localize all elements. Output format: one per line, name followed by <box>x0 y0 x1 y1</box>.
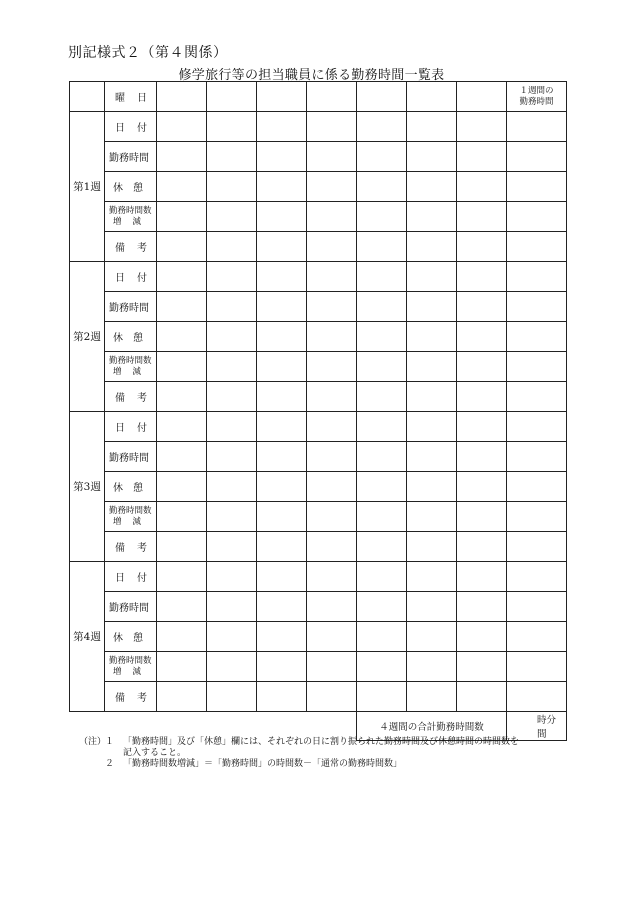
entry-cell[interactable] <box>207 382 257 412</box>
entry-cell[interactable] <box>157 382 207 412</box>
entry-cell[interactable] <box>507 232 567 262</box>
entry-cell[interactable] <box>357 472 407 502</box>
entry-cell[interactable] <box>507 532 567 562</box>
entry-cell[interactable] <box>507 142 567 172</box>
week-row <box>70 352 567 382</box>
entry-cell[interactable] <box>307 502 357 532</box>
entry-cell[interactable] <box>157 292 207 322</box>
notes <box>79 737 563 770</box>
minutes-unit: 分 <box>546 715 557 726</box>
entry-cell[interactable] <box>207 532 257 562</box>
note-text: 「勤務時間」及び「休憩」欄には、それぞれの日に割り振られた勤務時間及び休憩時間の時間数を <box>123 737 520 747</box>
entry-cell[interactable] <box>507 382 567 412</box>
header-day-cell[interactable] <box>357 82 407 112</box>
week-row <box>70 172 567 202</box>
row-label-date: 日 付 <box>105 562 157 592</box>
entry-cell[interactable] <box>257 202 307 232</box>
entry-cell[interactable] <box>307 142 357 172</box>
entry-cell[interactable] <box>307 112 357 142</box>
week-row <box>70 112 567 142</box>
entry-cell[interactable] <box>157 442 207 472</box>
entry-cell[interactable] <box>207 502 257 532</box>
entry-cell[interactable] <box>307 232 357 262</box>
entry-cell[interactable] <box>307 292 357 322</box>
entry-cell[interactable] <box>357 352 407 382</box>
entry-cell[interactable] <box>457 262 507 292</box>
entry-cell[interactable] <box>357 262 407 292</box>
entry-cell[interactable] <box>307 172 357 202</box>
entry-cell[interactable] <box>157 532 207 562</box>
entry-cell[interactable] <box>507 472 567 502</box>
entry-cell[interactable] <box>157 472 207 502</box>
entry-cell[interactable] <box>157 652 207 682</box>
week-row <box>70 292 567 322</box>
entry-cell[interactable] <box>257 382 307 412</box>
entry-cell[interactable] <box>257 532 307 562</box>
entry-cell[interactable] <box>207 472 257 502</box>
entry-cell[interactable] <box>507 202 567 232</box>
entry-cell[interactable] <box>157 172 207 202</box>
week-row <box>70 562 567 592</box>
entry-cell[interactable] <box>257 172 307 202</box>
entry-cell[interactable] <box>457 292 507 322</box>
entry-cell[interactable] <box>207 652 257 682</box>
entry-cell[interactable] <box>157 142 207 172</box>
row-label-date: 日 付 <box>105 262 157 292</box>
entry-cell[interactable] <box>457 232 507 262</box>
entry-cell[interactable] <box>307 262 357 292</box>
entry-cell[interactable] <box>307 412 357 442</box>
week-label: 第2週 <box>70 262 105 412</box>
entry-cell[interactable] <box>307 532 357 562</box>
header-day-of-week: 曜 日 <box>105 82 157 112</box>
row-label-hours-adjustment: 勤務時間数 増 減 <box>105 202 157 232</box>
row-label-work-hours: 勤務時間 <box>105 142 157 172</box>
entry-cell[interactable] <box>257 502 307 532</box>
week-row <box>70 262 567 292</box>
entry-cell[interactable] <box>357 592 407 622</box>
entry-cell[interactable] <box>257 232 307 262</box>
entry-cell[interactable] <box>307 352 357 382</box>
entry-cell[interactable] <box>407 202 457 232</box>
entry-cell[interactable] <box>307 472 357 502</box>
entry-cell[interactable] <box>357 412 407 442</box>
entry-cell[interactable] <box>507 172 567 202</box>
entry-cell[interactable] <box>207 352 257 382</box>
entry-cell[interactable] <box>257 112 307 142</box>
week-row <box>70 142 567 172</box>
row-label-hours-adjustment: 勤務時間数 増 減 <box>105 352 157 382</box>
row-label-hours-adjustment: 勤務時間数 増 減 <box>105 652 157 682</box>
entry-cell[interactable] <box>457 622 507 652</box>
entry-cell[interactable] <box>357 202 407 232</box>
entry-cell[interactable] <box>357 142 407 172</box>
week-row <box>70 472 567 502</box>
entry-cell[interactable] <box>207 442 257 472</box>
entry-cell[interactable] <box>357 502 407 532</box>
entry-cell[interactable] <box>457 682 507 712</box>
entry-cell[interactable] <box>407 682 457 712</box>
entry-cell[interactable] <box>407 562 457 592</box>
entry-cell[interactable] <box>357 112 407 142</box>
entry-cell[interactable] <box>157 202 207 232</box>
entry-cell[interactable] <box>407 112 457 142</box>
entry-cell[interactable] <box>207 202 257 232</box>
entry-cell[interactable] <box>307 322 357 352</box>
header-day-cell[interactable] <box>207 82 257 112</box>
entry-cell[interactable] <box>407 592 457 622</box>
row-label-remarks: 備 考 <box>105 382 157 412</box>
row-label-work-hours: 勤務時間 <box>105 592 157 622</box>
entry-cell[interactable] <box>507 622 567 652</box>
row-label-remarks: 備 考 <box>105 232 157 262</box>
entry-cell[interactable] <box>457 502 507 532</box>
entry-cell[interactable] <box>407 412 457 442</box>
entry-cell[interactable] <box>157 352 207 382</box>
entry-cell[interactable] <box>207 412 257 442</box>
week-row <box>70 532 567 562</box>
entry-cell[interactable] <box>507 412 567 442</box>
note-continuation <box>79 748 563 759</box>
week-row <box>70 622 567 652</box>
entry-cell[interactable] <box>157 502 207 532</box>
entry-cell[interactable] <box>157 592 207 622</box>
entry-cell[interactable] <box>457 472 507 502</box>
entry-cell[interactable] <box>207 232 257 262</box>
document-title: 修学旅行等の担当職員に係る勤務時間一覧表 <box>178 68 445 83</box>
entry-cell[interactable] <box>257 562 307 592</box>
entry-cell[interactable] <box>257 472 307 502</box>
entry-cell[interactable] <box>507 322 567 352</box>
form-label: 別記様式２（第４関係） <box>68 45 228 61</box>
week-row <box>70 682 567 712</box>
entry-cell[interactable] <box>407 622 457 652</box>
header-day-cell[interactable] <box>157 82 207 112</box>
entry-cell[interactable] <box>407 532 457 562</box>
total-hours-label: ４週間の合計勤務時間数 <box>357 712 507 741</box>
entry-cell[interactable] <box>407 352 457 382</box>
entry-cell[interactable] <box>207 592 257 622</box>
header-weekly-total: １週間の 勤務時間 <box>507 82 567 112</box>
entry-cell[interactable] <box>507 502 567 532</box>
entry-cell[interactable] <box>257 262 307 292</box>
note-item <box>79 759 563 770</box>
entry-cell[interactable] <box>457 112 507 142</box>
entry-cell[interactable] <box>457 532 507 562</box>
entry-cell[interactable] <box>457 142 507 172</box>
entry-cell[interactable] <box>457 322 507 352</box>
row-label-rest: 休 憩 <box>105 472 157 502</box>
entry-cell[interactable] <box>507 652 567 682</box>
entry-cell[interactable] <box>257 292 307 322</box>
entry-cell[interactable] <box>507 442 567 472</box>
entry-cell[interactable] <box>457 562 507 592</box>
row-label-remarks: 備 考 <box>105 532 157 562</box>
week-row <box>70 202 567 232</box>
entry-cell[interactable] <box>507 292 567 322</box>
entry-cell[interactable] <box>407 262 457 292</box>
entry-cell[interactable] <box>207 172 257 202</box>
entry-cell[interactable] <box>157 682 207 712</box>
entry-cell[interactable] <box>157 232 207 262</box>
entry-cell[interactable] <box>507 112 567 142</box>
week-row <box>70 232 567 262</box>
entry-cell[interactable] <box>507 562 567 592</box>
note-item <box>79 737 563 748</box>
row-label-remarks: 備 考 <box>105 682 157 712</box>
row-label-date: 日 付 <box>105 412 157 442</box>
entry-cell[interactable] <box>307 682 357 712</box>
week-label: 第1週 <box>70 112 105 262</box>
row-label-rest: 休 憩 <box>105 322 157 352</box>
row-label-hours-adjustment: 勤務時間数 増 減 <box>105 502 157 532</box>
week-row <box>70 592 567 622</box>
note-number: １ <box>105 737 115 747</box>
entry-cell[interactable] <box>457 382 507 412</box>
entry-cell[interactable] <box>157 322 207 352</box>
work-hours-table <box>69 81 567 741</box>
entry-cell[interactable] <box>407 142 457 172</box>
header-day-cell[interactable] <box>407 82 457 112</box>
header-day-cell[interactable] <box>307 82 357 112</box>
entry-cell[interactable] <box>457 202 507 232</box>
entry-cell[interactable] <box>357 622 407 652</box>
entry-cell[interactable] <box>357 682 407 712</box>
week-row <box>70 442 567 472</box>
entry-cell[interactable] <box>157 112 207 142</box>
entry-cell[interactable] <box>207 562 257 592</box>
row-label-date: 日 付 <box>105 112 157 142</box>
entry-cell[interactable] <box>207 682 257 712</box>
entry-cell[interactable] <box>307 622 357 652</box>
entry-cell[interactable] <box>507 352 567 382</box>
entry-cell[interactable] <box>407 232 457 262</box>
entry-cell[interactable] <box>407 292 457 322</box>
entry-cell[interactable] <box>357 322 407 352</box>
entry-cell[interactable] <box>307 442 357 472</box>
entry-cell[interactable] <box>157 262 207 292</box>
week-label: 第3週 <box>70 412 105 562</box>
entry-cell[interactable] <box>307 652 357 682</box>
entry-cell[interactable] <box>457 442 507 472</box>
entry-cell[interactable] <box>357 232 407 262</box>
entry-cell[interactable] <box>257 442 307 472</box>
row-label-rest: 休 憩 <box>105 622 157 652</box>
row-label-rest: 休 憩 <box>105 172 157 202</box>
header-corner-cell <box>70 82 105 112</box>
entry-cell[interactable] <box>307 592 357 622</box>
entry-cell[interactable] <box>407 382 457 412</box>
entry-cell[interactable] <box>207 142 257 172</box>
entry-cell[interactable] <box>357 292 407 322</box>
entry-cell[interactable] <box>357 442 407 472</box>
entry-cell[interactable] <box>407 172 457 202</box>
entry-cell[interactable] <box>357 562 407 592</box>
entry-cell[interactable] <box>407 442 457 472</box>
week-label: 第4週 <box>70 562 105 712</box>
entry-cell[interactable] <box>407 652 457 682</box>
entry-cell[interactable] <box>157 562 207 592</box>
entry-cell[interactable] <box>507 592 567 622</box>
entry-cell[interactable] <box>457 352 507 382</box>
entry-cell[interactable] <box>357 532 407 562</box>
entry-cell[interactable] <box>207 292 257 322</box>
entry-cell[interactable] <box>457 652 507 682</box>
entry-cell[interactable] <box>407 502 457 532</box>
entry-cell[interactable] <box>457 172 507 202</box>
entry-cell[interactable] <box>257 412 307 442</box>
note-text: 「勤務時間数増減」＝「勤務時間」の時間数－「通常の勤務時間数」 <box>123 759 403 769</box>
entry-cell[interactable] <box>257 622 307 652</box>
entry-cell[interactable] <box>157 622 207 652</box>
entry-cell[interactable] <box>457 592 507 622</box>
week-row <box>70 652 567 682</box>
entry-cell[interactable] <box>257 142 307 172</box>
entry-cell[interactable] <box>507 682 567 712</box>
entry-cell[interactable] <box>357 382 407 412</box>
hours-unit: 時間 <box>537 715 547 740</box>
entry-cell[interactable] <box>207 262 257 292</box>
entry-cell[interactable] <box>157 412 207 442</box>
row-label-work-hours: 勤務時間 <box>105 292 157 322</box>
week-row <box>70 382 567 412</box>
entry-cell[interactable] <box>207 322 257 352</box>
entry-cell[interactable] <box>307 202 357 232</box>
header-day-cell[interactable] <box>457 82 507 112</box>
week-row <box>70 412 567 442</box>
entry-cell[interactable] <box>257 352 307 382</box>
entry-cell[interactable] <box>257 322 307 352</box>
entry-cell[interactable] <box>357 652 407 682</box>
entry-cell[interactable] <box>207 112 257 142</box>
entry-cell[interactable] <box>457 412 507 442</box>
entry-cell[interactable] <box>257 682 307 712</box>
entry-cell[interactable] <box>257 652 307 682</box>
entry-cell[interactable] <box>357 172 407 202</box>
note-text: 記入すること。 <box>123 748 187 758</box>
row-label-work-hours: 勤務時間 <box>105 442 157 472</box>
header-row <box>70 82 567 112</box>
entry-cell[interactable] <box>507 262 567 292</box>
entry-cell[interactable] <box>307 562 357 592</box>
week-row <box>70 502 567 532</box>
entry-cell[interactable] <box>407 472 457 502</box>
note-prefix: （注） <box>79 737 107 747</box>
entry-cell[interactable] <box>207 622 257 652</box>
header-day-cell[interactable] <box>257 82 307 112</box>
note-number: ２ <box>105 759 115 769</box>
entry-cell[interactable] <box>307 382 357 412</box>
entry-cell[interactable] <box>257 592 307 622</box>
entry-cell[interactable] <box>407 322 457 352</box>
week-row <box>70 322 567 352</box>
